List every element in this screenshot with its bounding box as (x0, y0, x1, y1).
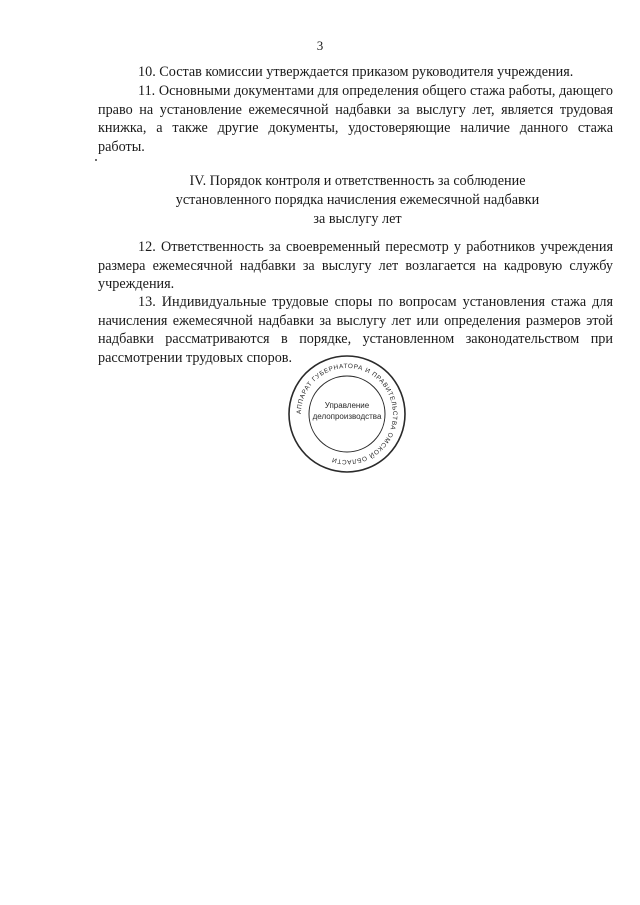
stamp-line-2: делопроизводства (312, 412, 382, 421)
paragraph-10: 10. Состав комиссии утверждается приказом руководителя учреждения. (138, 64, 574, 80)
paragraph-11: 11. Основными документами для определения общего стажа работы, дающего право на установление ежемесячной надбавки за выслугу лет, является трудовая книжка, а также другие документы, удостоверяющие наличие данного стажа работы. (98, 83, 613, 155)
section-heading-line-3: за выслугу лет (313, 211, 402, 227)
section-heading (100, 172, 615, 229)
section-heading-line-2: установленного порядка начисления ежемесячной надбавки (175, 192, 540, 208)
page-number: 3 (316, 38, 324, 53)
stamp-line-1: Управление (324, 401, 370, 410)
section-heading-line-1: IV. Порядок контроля и ответственность за соблюдение (189, 173, 526, 189)
stray-mark (95, 159, 97, 161)
stamp-ring-text: АППАРАТ ГУБЕРНАТОРА И ПРАВИТЕЛЬСТВА ОМСКОЙ ОБЛАСТИ (295, 362, 399, 466)
paragraph-13: 13. Индивидуальные трудовые споры по вопросам установления стажа для начисления ежемесячной надбавки за выслугу лет или определения размеров этой надбавки рассматриваются в порядке, установленном законодательством при рассмотрении трудовых споров. (98, 294, 613, 366)
paragraph-12: 12. Ответственность за своевременный пересмотр у работников учреждения размера ежемесячной надбавки за выслугу лет возлагается на кадровую службу учреждения. (98, 239, 613, 292)
official-stamp (286, 353, 408, 475)
